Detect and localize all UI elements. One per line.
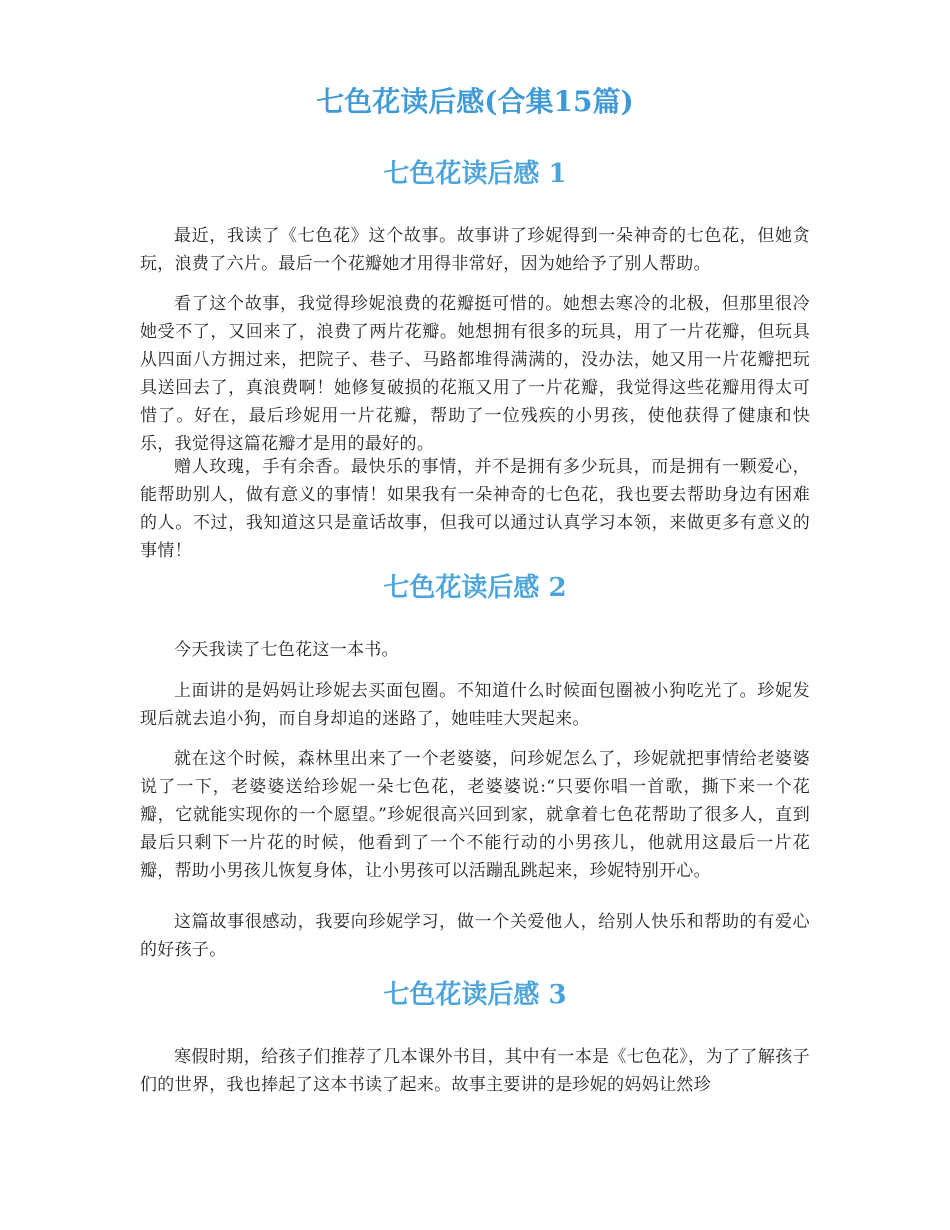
- section-1-paragraph-1: 最近，我读了《七色花》这个故事。故事讲了珍妮得到一朵神奇的七色花，但她贪玩，浪费了六片。最后一个花瓣她才用得非常好，因为她给予了别人帮助。: [140, 226, 810, 274]
- section-1-heading: 七色花读后感 1: [383, 159, 567, 189]
- section-1-paragraph-3: 赠人玫瑰，手有余香。最快乐的事情，并不是拥有多少玩具，而是拥有一颗爱心，能帮助别人，做有意义的事情！如果我有一朵神奇的七色花，我也要去帮助身边有困难的人。不过，我知道这只是童话故事，但我可以通过认真学习本领，来做更多有意义的事情！: [140, 457, 810, 561]
- section-3-paragraph-1: 寒假时期，给孩子们推荐了几本课外书目，其中有一本是《七色花》，为了了解孩子们的世界，我也捧起了这本书读了起来。故事主要讲的是珍妮的妈妈让然珍: [140, 1047, 810, 1095]
- section-2-heading: 七色花读后感 2: [383, 573, 567, 603]
- section-2-paragraph-2: 上面讲的是妈妈让珍妮去买面包圈。不知道什么时候面包圈被小狗吃光了。珍妮发现后就去追小狗，而自身却追的迷路了，她哇哇大哭起来。: [140, 681, 810, 729]
- section-2-paragraph-1: 今天我读了七色花这一本书。: [174, 640, 399, 660]
- section-3-heading: 七色花读后感 3: [383, 980, 567, 1010]
- section-1-paragraph-2: 看了这个故事，我觉得珍妮浪费的花瓣挺可惜的。她想去寒冷的北极，但那里很冷她受不了，又回来了，浪费了两片花瓣。她想拥有很多的玩具，用了一片花瓣，但玩具从四面八方拥过来，把院子、巷子、马路都堆得满满的，没办法，她又用一片花瓣把玩具送回去了，真浪费啊！她修复破损的花瓶又用了一片花瓣，我觉得这些花瓣用得太可惜了。好在，最后珍妮用一片花瓣，帮助了一位残疾的小男孩，使他获得了健康和快乐，我觉得这篇花瓣才是用的最好的。: [140, 294, 810, 454]
- section-2-paragraph-3: 就在这个时候，森林里出来了一个老婆婆，问珍妮怎么了，珍妮就把事情给老婆婆说了一下，老婆婆送给珍妮一朵七色花，老婆婆说:“只要你唱一首歌，撕下来一个花瓣，它就能实现你的一个愿望。”珍妮很高兴回到家，就拿着七色花帮助了很多人，直到最后只剩下一片花的时候，他看到了一个不能行动的小男孩儿，他就用这最后一片花瓣，帮助小男孩儿恢复身体，让小男孩可以活蹦乱跳起来，珍妮特别开心。: [140, 749, 810, 881]
- section-2-paragraph-4: 这篇故事很感动，我要向珍妮学习，做一个关爱他人，给别人快乐和帮助的有爱心的好孩子。: [140, 912, 810, 960]
- document-title: 七色花读后感(合集15篇): [316, 85, 634, 118]
